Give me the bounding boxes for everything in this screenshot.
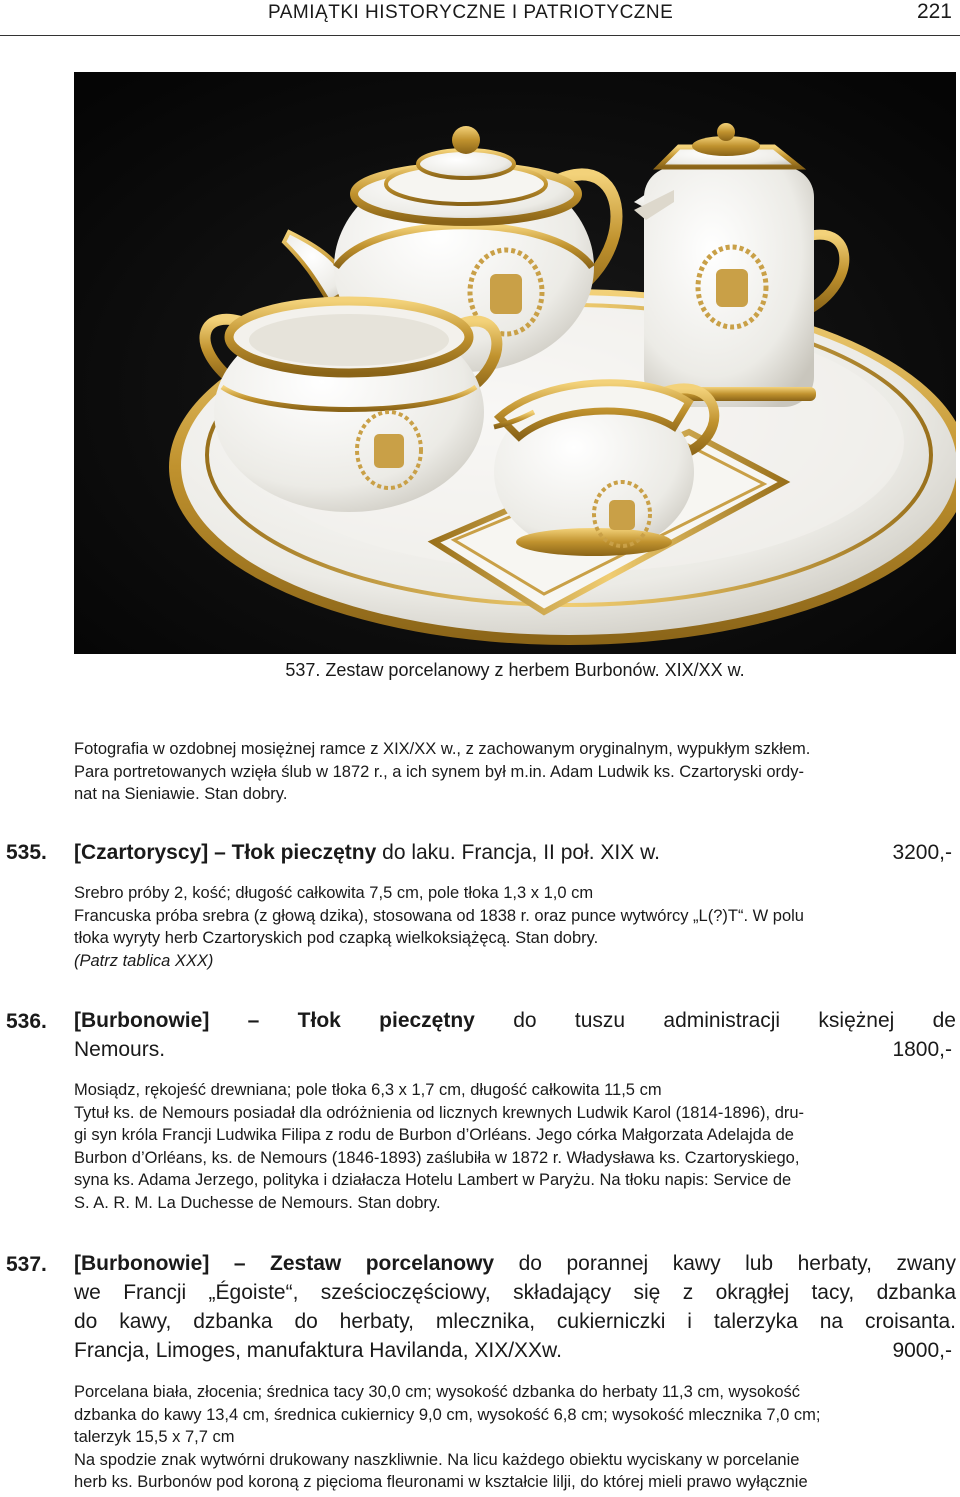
page-number: 221 — [916, 0, 952, 23]
section-title: PAMIĄTKI HISTORYCZNE I PATRIOTYCZNE — [268, 2, 674, 23]
lot-536-price: 1800,- — [892, 1038, 952, 1061]
lot-537-description — [74, 1381, 956, 1494]
heading-line: do kawy, dzbanka do herbaty, mlecznika, cukierniczki i talerzyka na croisanta. — [74, 1310, 956, 1333]
lot-537-family: [Burbonowie] — [74, 1252, 210, 1275]
lot-535-description — [74, 882, 956, 972]
lot-536-description — [74, 1079, 956, 1214]
lot-536-family: [Burbonowie] — [74, 1009, 210, 1032]
desc-line: Srebro próby 2, kość; długość całkowita 7,5 cm, pole tłoka 1,3 x 1,0 cm — [74, 884, 594, 902]
lot-535-price: 3200,- — [892, 841, 952, 864]
lot-number-535: 535. — [6, 841, 47, 864]
desc-line: S. A. R. M. La Duchesse de Nemours. Stan dobry. — [74, 1193, 441, 1212]
lot-537-title-rest: do porannej kawy lub herbaty, zwany — [518, 1252, 956, 1275]
desc-line: talerzyk 15,5 x 7,7 cm — [74, 1428, 235, 1446]
heading-line: Francja, Limoges, manufaktura Havilanda, XIX/XXw. — [74, 1339, 562, 1362]
lot-535-title: Tłok pieczętny — [231, 841, 377, 864]
lot-536-title: Tłok pieczętny — [297, 1009, 475, 1032]
desc-line: tłoka wyryty herb Czartoryskich pod czapką wielkoksiążęcą. Stan dobry. — [74, 929, 599, 947]
lot-535-heading — [74, 838, 956, 867]
desc-line: Na spodzie znak wytwórni drukowany naszkliwnie. Na licu każdego obiektu wyciskany w porcelanie — [74, 1450, 800, 1469]
desc-line: Burbon d’Orléans, ks. de Nemours (1846-1893) zaślubiła w 1872 r. Władysława ks. Czartoryskiego, — [74, 1148, 800, 1167]
intro-line: Para portretowanych wzięła ślub w 1872 r., a ich synem był m.in. Adam Ludwik ks. Czartoryski ordy- — [74, 762, 804, 781]
lot-535-title-rest: do laku. Francja, II poł. XIX w. — [382, 841, 660, 864]
lot-number-536: 536. — [6, 1010, 47, 1033]
lot-number-537: 537. — [6, 1253, 47, 1276]
intro-paragraph — [74, 738, 956, 806]
lot-536-heading-cont: Nemours. — [74, 1038, 166, 1061]
desc-line: Tytuł ks. de Nemours posiadał dla odróżnienia od licznych krewnych Ludwik Karol (1814-1896), dru- — [74, 1103, 805, 1122]
lot-535-family: [Czartoryscy] — [74, 841, 209, 864]
desc-line: herb ks. Burbonów pod koroną z pięcioma fleuronami w kształcie lilji, do której mieli prawo wyłącznie — [74, 1473, 808, 1491]
lot-537-dash: – — [233, 1252, 246, 1275]
lot-535-dash: – — [214, 841, 226, 864]
lot-535-note: (Patrz tablica XXX) — [74, 951, 214, 970]
lot-536-heading — [74, 1006, 956, 1035]
intro-line: nat na Sieniawie. Stan dobry. — [74, 785, 288, 803]
desc-line: Porcelana biała, złocenia; średnica tacy 30,0 cm; wysokość dzbanka do herbaty 11,3 cm, wysokość — [74, 1383, 801, 1401]
porcelain-set-photo — [74, 72, 956, 654]
lot-537-title: Zestaw porcelanowy — [270, 1252, 495, 1275]
intro-line: Fotografia w ozdobnej mosiężnej ramce z XIX/XX w., z zachowanym oryginalnym, wypukłym szkłem. — [74, 740, 811, 758]
lot-537-heading — [74, 1249, 956, 1365]
lot-536-title-rest: do tuszu administracji księżnej de — [513, 1009, 956, 1032]
running-header — [0, 0, 960, 36]
lot-536-dash: – — [247, 1009, 260, 1032]
desc-line: dzbanka do kawy 13,4 cm, średnica cukiernicy 9,0 cm, wysokość 6,8 cm; wysokość mlecznika 7,0 cm; — [74, 1405, 821, 1424]
heading-line: we Francji „Égoiste“, sześcioczęściowy, składający się z okrągłej tacy, dzbanka — [74, 1281, 956, 1304]
lot-537-price: 9000,- — [892, 1339, 952, 1362]
photo-caption: 537. Zestaw porcelanowy z herbem Burbonów. XIX/XX w. — [285, 660, 745, 680]
desc-line: Mosiądz, rękojeść drewniana; pole tłoka 6,3 x 1,7 cm, długość całkowita 11,5 cm — [74, 1081, 662, 1099]
desc-line: syna ks. Adama Jerzego, polityka i działacza Hotelu Lambert w Paryżu. Na tłoku napis: Service de — [74, 1171, 792, 1189]
desc-line: gi syn króla Francji Ludwika Filipa z rodu de Burbon d’Orléans. Jego córka Małgorzata Adelajda de — [74, 1126, 794, 1144]
desc-line: Francuska próba srebra (z głową dzika), stosowana od 1838 r. oraz punce wytwórcy „L(?)T“. W polu — [74, 906, 804, 925]
